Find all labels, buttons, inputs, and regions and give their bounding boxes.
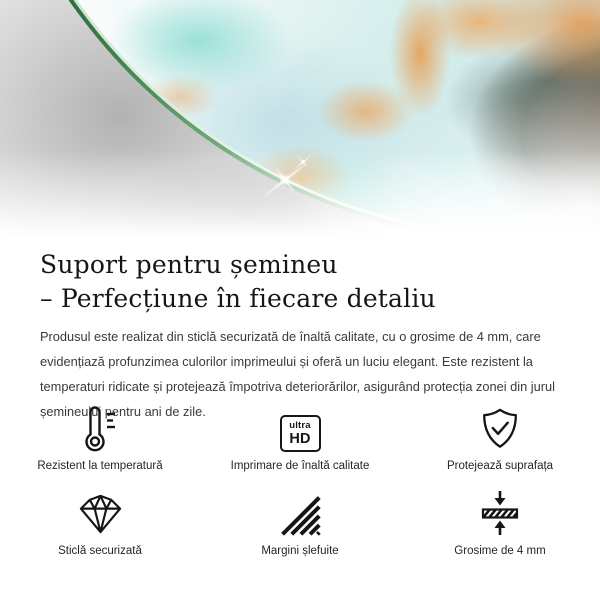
image-fade-overlay [0, 0, 600, 242]
product-image [0, 0, 600, 242]
ultra-hd-icon-text-bottom: HD [289, 430, 311, 447]
shield-check-icon [477, 404, 523, 452]
polished-edges-icon [278, 489, 322, 537]
thermometer-icon [76, 404, 124, 452]
title-line-1: Suport pentru șemineu [40, 249, 338, 279]
feature-label: Protejează suprafața [446, 460, 554, 472]
feature-label: Margini șlefuite [261, 545, 339, 557]
feature-grid [0, 404, 600, 557]
feature-label: Imprimare de înaltă calitate [230, 460, 370, 472]
thickness-4mm-icon [476, 489, 524, 537]
feature-label: Rezistent la temperatură [37, 460, 163, 472]
diamond-icon [77, 489, 124, 537]
feature-polished-edges [200, 489, 400, 557]
ultra-hd-icon-text-top: ultra [289, 420, 311, 431]
feature-print-quality [200, 404, 400, 472]
feature-thickness [400, 489, 600, 557]
feature-protection [400, 404, 600, 472]
title-line-2: – Perfecțiune în fiecare detaliu [40, 283, 436, 313]
feature-safety-glass [0, 489, 200, 557]
feature-temperature [0, 404, 200, 472]
product-description: Produsul este realizat din sticlă securizată de înaltă calitate, cu o grosime de 4 mm, care evidențiază profunzimea culorilor imprimeului și oferă un luciu elegant. Este rezistent la temperaturi ridicate și protejează împotriva deteriorărilor, asigurând protecția zonei din jurul șemineului pentru ani de zile. [40, 328, 555, 419]
feature-label: Sticlă securizată [58, 545, 142, 557]
ultra-hd-icon [280, 404, 321, 452]
page-title [40, 248, 436, 316]
feature-label: Grosime de 4 mm [454, 545, 546, 557]
